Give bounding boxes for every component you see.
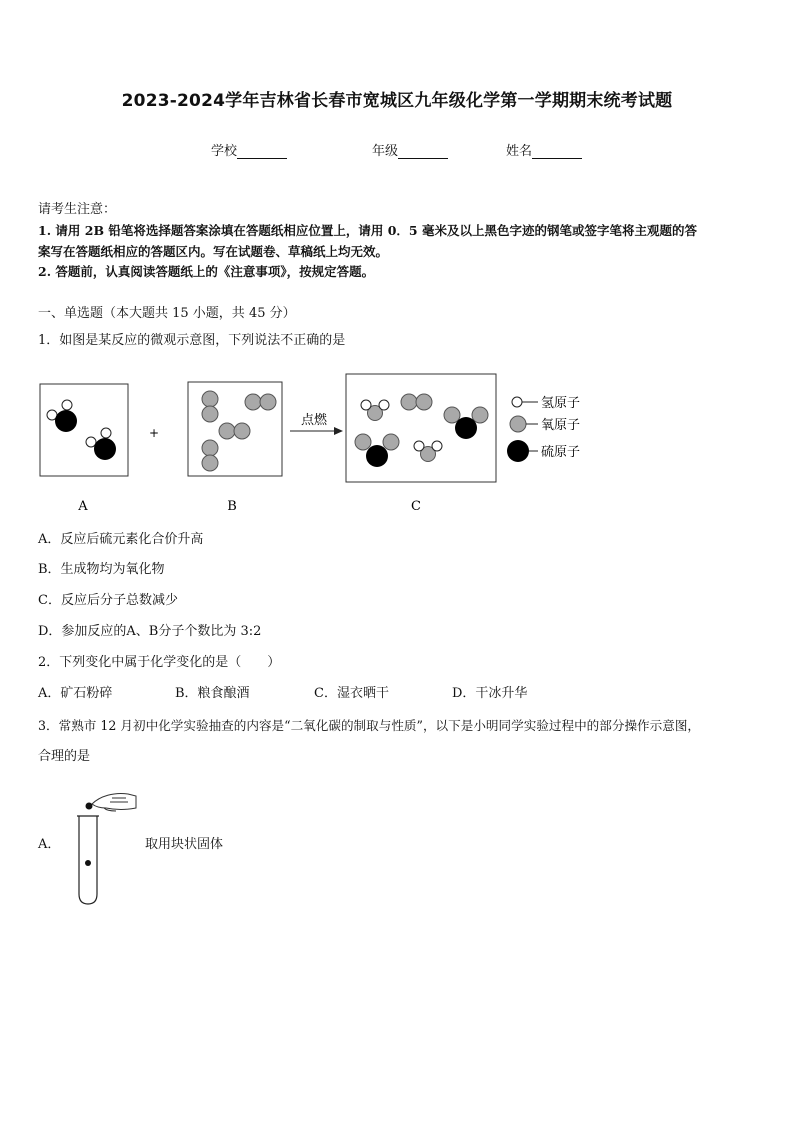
school-label: 学校: [211, 144, 238, 159]
grade-label: 年级: [372, 144, 399, 159]
caption-a: A: [78, 499, 88, 514]
q1-option-b[interactable]: B．生成物均为氧化物: [38, 562, 165, 577]
school-blank[interactable]: [237, 145, 287, 159]
q2-option-a[interactable]: A．矿石粉碎: [38, 686, 113, 701]
molecules-o2: [202, 391, 276, 471]
test-tube-illustration: [70, 782, 145, 907]
molecule-h2s-1: [47, 400, 77, 432]
molecule-h2o-1: [361, 400, 389, 421]
box-a: [40, 384, 128, 476]
school-field: [211, 140, 287, 159]
q2-option-b[interactable]: B．粮食酿酒: [175, 686, 250, 701]
molecule-o2-left: [401, 394, 432, 410]
caption-c: C: [411, 499, 421, 514]
legend: [507, 396, 580, 462]
legend-sulfur: 硫原子: [541, 445, 581, 460]
solid-block-inside: [85, 860, 91, 866]
molecule-so2-left: [355, 434, 399, 467]
notice-item1-line2: 案写在答题纸相应的答题区内。写在试题卷、草稿纸上均无效。: [38, 244, 389, 259]
legend-hydrogen-icon: [512, 397, 522, 407]
q3-option-a-caption: 取用块状固体: [145, 837, 224, 852]
grade-field: [372, 140, 448, 159]
caption-b: B: [227, 499, 237, 514]
name-blank[interactable]: [532, 145, 582, 159]
solid-block-top: [86, 803, 93, 810]
name-field: [506, 140, 582, 159]
q2-option-d[interactable]: D．干冰升华: [452, 686, 528, 701]
legend-oxygen-icon: [510, 416, 526, 432]
molecule-h2s-2: [86, 428, 116, 460]
section-heading: 一、单选题（本大题共 15 小题，共 45 分）: [38, 306, 296, 321]
q2-stem: 2．下列变化中属于化学变化的是（ ）: [38, 655, 281, 670]
name-label: 姓名: [506, 144, 533, 159]
q2-option-c[interactable]: C．湿衣晒干: [314, 686, 389, 701]
legend-oxygen: 氧原子: [541, 418, 581, 433]
notice-item1-line1: 1. 请用 2B 铅笔将选择题答案涂填在答题纸相应位置上，请用 0．5 毫米及以上黑色字迹的钢笔或签字笔将主观题的答: [38, 223, 697, 238]
notice-heading: 请考生注意：: [38, 202, 117, 217]
grade-blank[interactable]: [398, 145, 448, 159]
page-title: 2023-2024学年吉林省长春市宽城区九年级化学第一学期期末统考试题: [121, 91, 673, 111]
plus-sign: +: [148, 426, 160, 440]
q3-stem-line2: 合理的是: [38, 749, 91, 764]
q3-option-a-letter[interactable]: A．: [38, 837, 61, 852]
q1-stem: 1．如图是某反应的微观示意图，下列说法不正确的是: [38, 333, 346, 348]
arrow-head: [334, 427, 343, 435]
molecule-so2-right: [444, 407, 488, 439]
notice-item2: 2. 答题前，认真阅读答题纸上的《注意事项》，按规定答题。: [38, 264, 375, 279]
q3-stem-line1: 3．常熟市 12 月初中化学实验抽查的内容是“二氧化碳的制取与性质”，以下是小明同学实验过程中的部分操作示意图，: [38, 718, 701, 733]
molecule-h2o-2: [414, 441, 442, 462]
q1-option-c[interactable]: C．反应后分子总数减少: [38, 593, 178, 608]
hand-icon: [92, 793, 136, 811]
q1-option-d[interactable]: D．参加反应的A、B分子个数比为 3:2: [38, 624, 262, 639]
q1-option-a[interactable]: A．反应后硫元素化合价升高: [38, 532, 204, 547]
legend-sulfur-icon: [507, 440, 529, 462]
arrow-label: 点燃: [300, 413, 328, 428]
legend-hydrogen: 氢原子: [541, 396, 581, 411]
reaction-diagram: [0, 360, 794, 530]
